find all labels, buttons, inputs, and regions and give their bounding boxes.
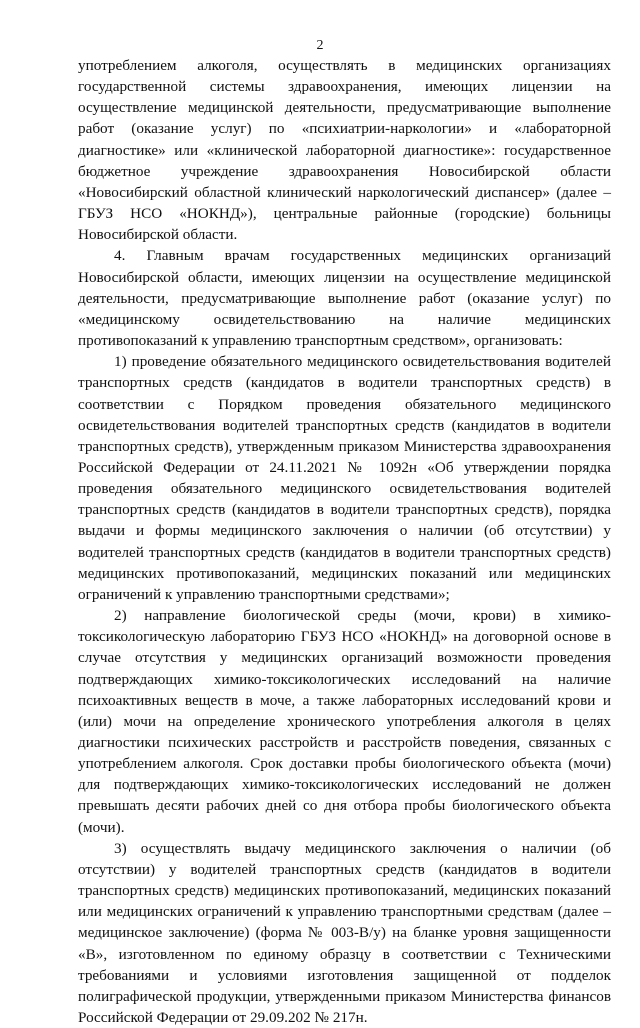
paragraph-item-4: 4. Главным врачам государственных медицинских организаций Новосибирской области, имеющих лицензии на осуществление медицинской деятельности, предусматривающие выполнение работ (оказание услуг) по «медицинскому освидетельствованию на наличие медицинских противопоказаний к управлению транспортным средством», организовать:: [78, 247, 611, 350]
paragraph-subitem-3: 3) осуществлять выдачу медицинского заключения о наличии (об отсутствии) у водителей транспортных средств (кандидатов в водители транспортных средств) медицинских противопоказаний, медицинских показаний или медицинских ограничений к управлению транспортными средствам (далее – медицинское заключение) (форма № 003-В/у) на бланке уровня защищенности «В», изготовленном по единому образцу в соответствии с Техническими требованиями и условиями изготовления защищенной от подделок полиграфической продукции, утвержденными приказом Министерства финансов Российской Федерации от 29.09.202 № 217н.: [78, 839, 611, 1027]
paragraph-subitem-2: 2) направление биологической среды (мочи, крови) в химико-токсикологическую лабораторию ГБУЗ НСО «НОКНД» на договорной основе в случае отсутствия у медицинских организаций возможности проведения подтверждающих химико-токсикологических исследований на наличие психоактивных веществ в моче, а также лабораторных исследований крови и (или) мочи на определение хронического употребления алкоголя в целях диагностики психических расстройств и расстройств поведения, связанных с употреблением алкоголя. Срок доставки пробы биологического объекта (мочи) для подтверждающих химико-токсикологических исследований не должен превышать десяти рабочих дней со дня отбора пробы биологического объекта (мочи).: [78, 607, 611, 836]
page-number: 2: [316, 38, 324, 53]
paragraph-continuation: употреблением алкоголя, осуществлять в медицинских организациях государственной системы здравоохранения, имеющих лицензии на осуществление медицинской деятельности, предусматривающие выполнение работ (оказание услуг) по «психиатрии-наркологии» и «лабораторной диагностике» или «клинической лабораторной диагностике»: государственное бюджетное учреждение здравоохранения Новосибирской области «Новосибирский областной клинический наркологический диспансер» (далее – ГБУЗ НСО «НОКНД»), центральные районные (городские) больницы Новосибирской области.: [78, 57, 611, 244]
paragraph-subitem-1: 1) проведение обязательного медицинского освидетельствования водителей транспортных средств (кандидатов в водители транспортных средств) в соответствии с Порядком проведения обязательного медицинского освидетельствования водителей транспортных средств (кандидатов в водители транспортных средств), утвержденным приказом Министерства здравоохранения Российской Федерации от 24.11.2021 № 1092н «Об утверждении порядка проведения обязательного медицинского освидетельствования водителей транспортных средств (кандидатов в водители транспортных средств), порядка выдачи и формы медицинского заключения о наличии (об отсутствии) у водителей транспортных средств (кандидатов в водители транспортных средств) медицинских противопоказаний, медицинских показаний или медицинских ограничений к управлению транспортными средствами»;: [78, 353, 611, 603]
document-body: [78, 55, 611, 1028]
